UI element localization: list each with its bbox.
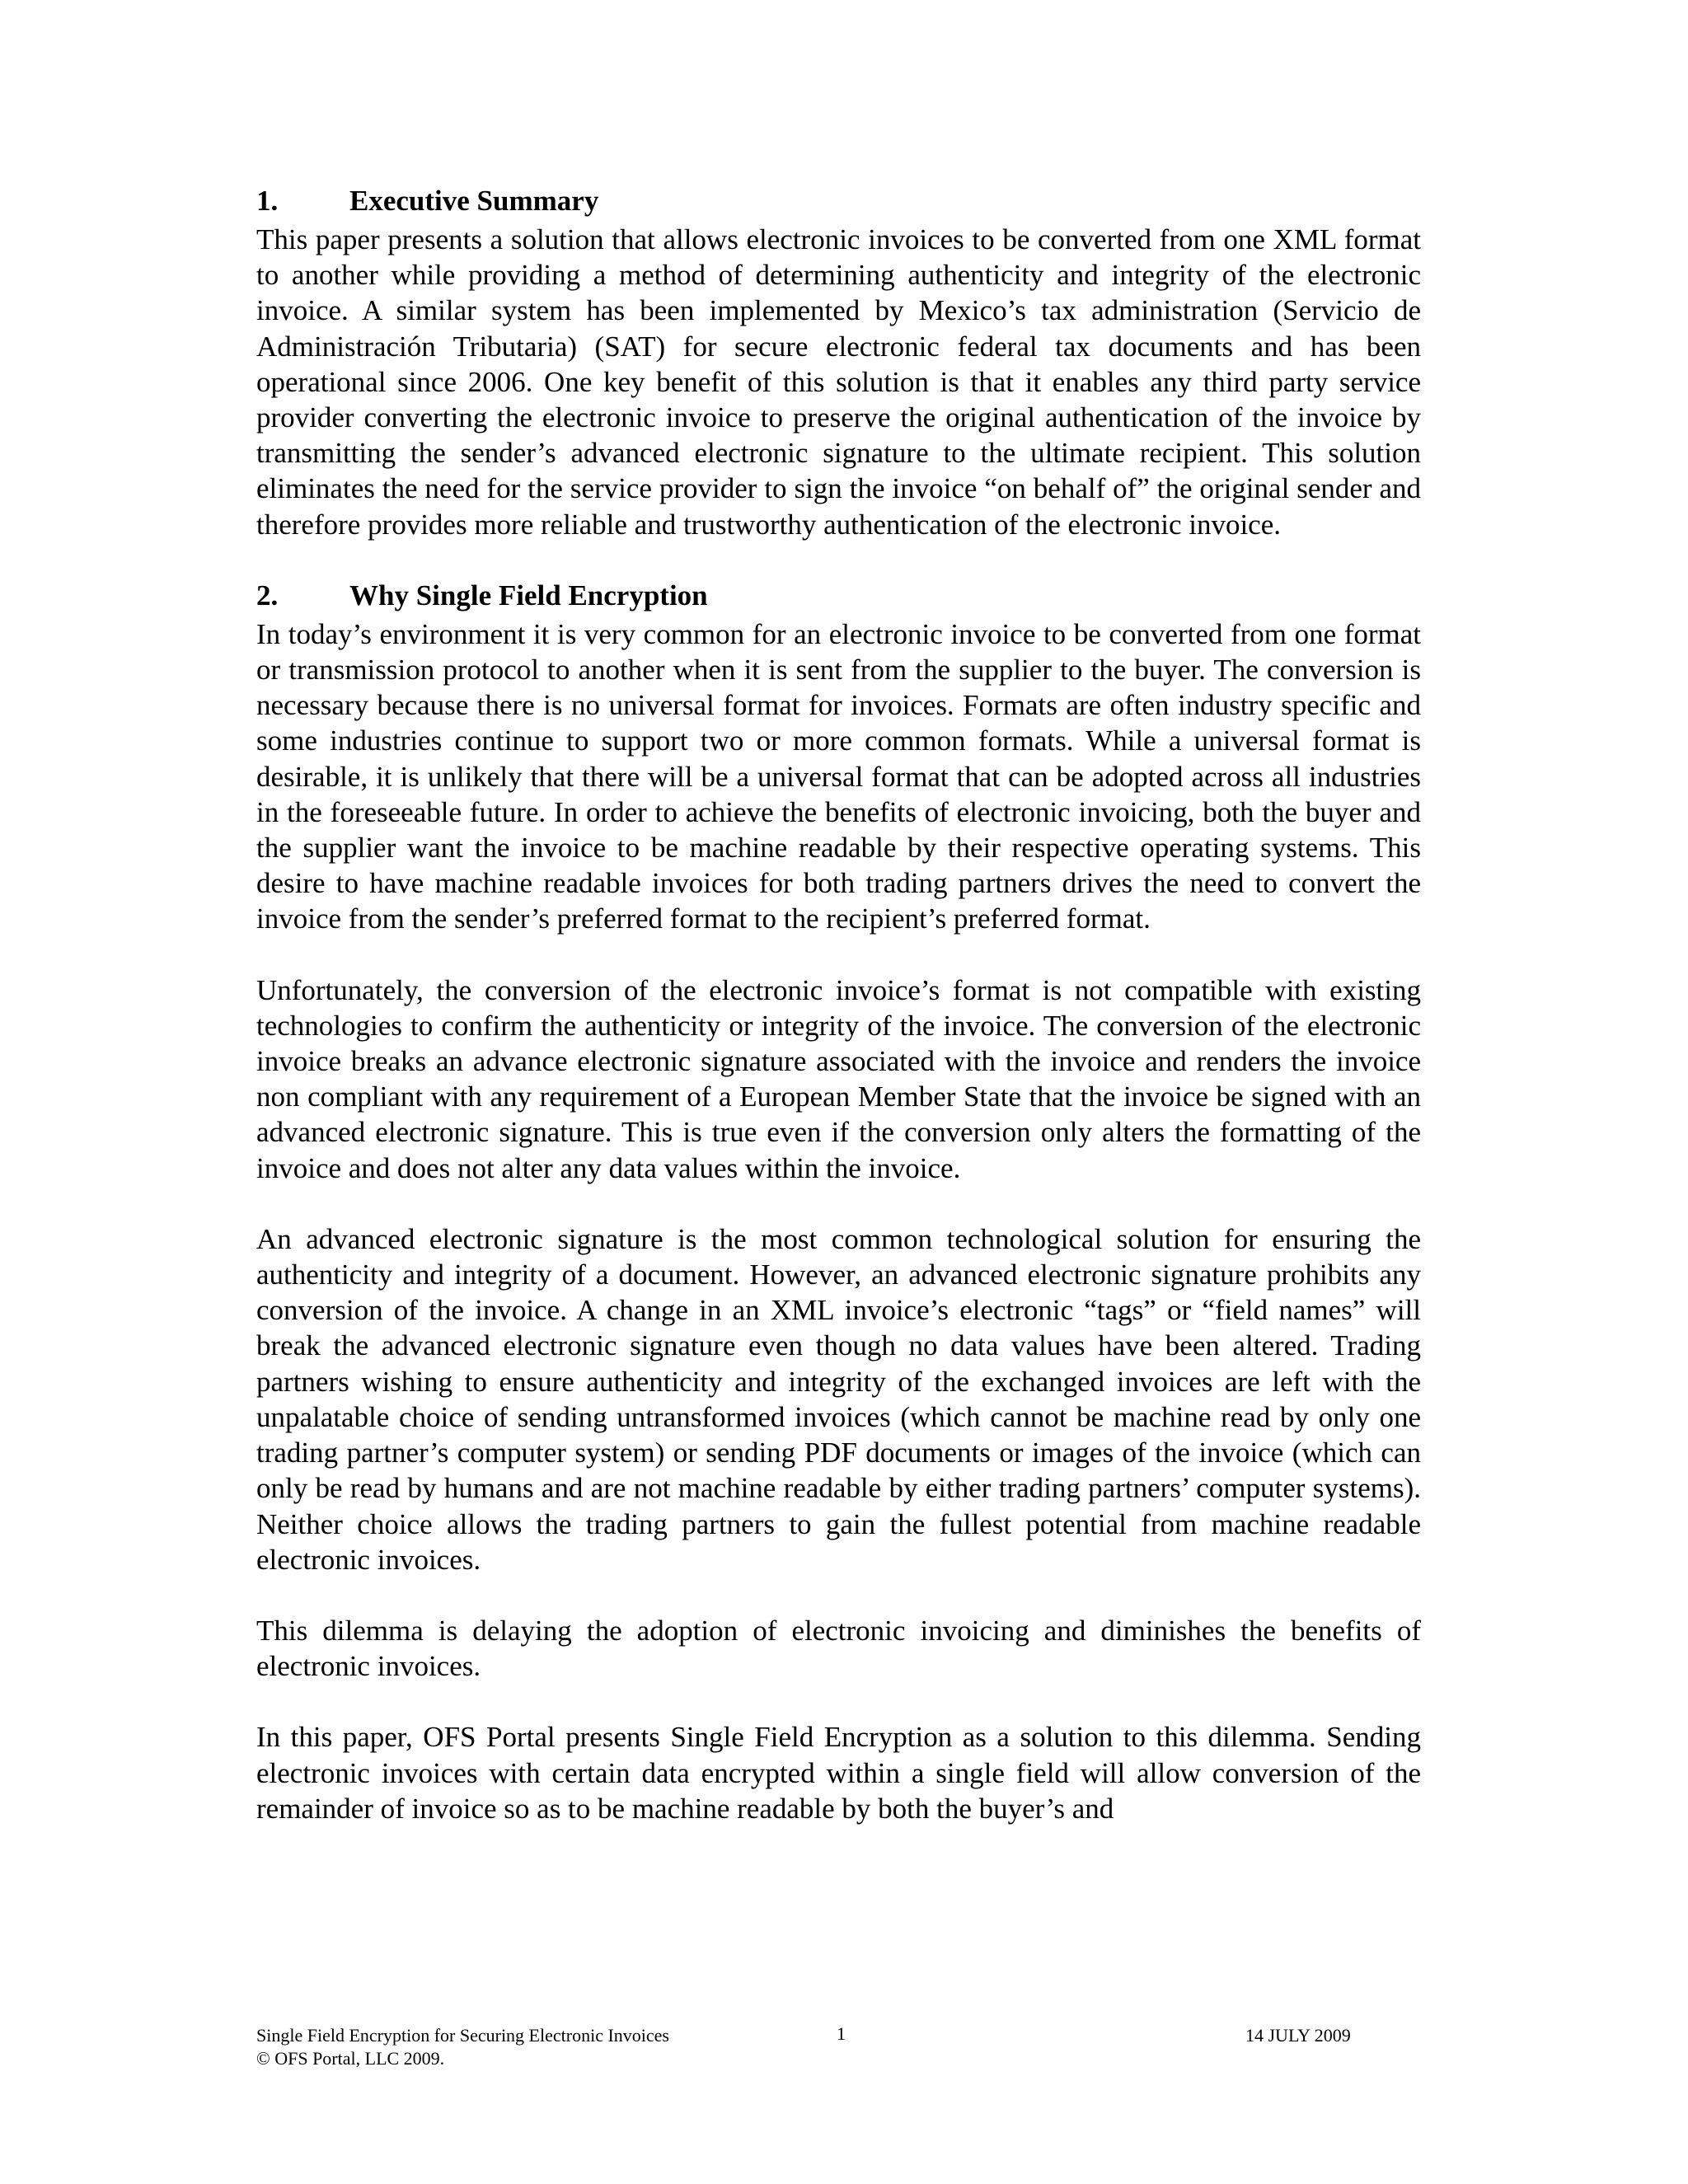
section-why-single-field-encryption (256, 578, 1421, 1826)
section-heading (256, 183, 1421, 219)
section-number: 1. (256, 185, 279, 217)
document-body (256, 183, 1421, 1826)
section-heading (256, 578, 1421, 614)
paragraph: In this paper, OFS Portal presents Single Field Encryption as a solution to this dilemma. Sending electronic invoices with certain data encrypted within a single field will allow conversion of the remainder of invoice so as to be machine readable by both the buyer’s and (256, 1721, 1421, 1825)
paragraph: In today’s environment it is very common for an electronic invoice to be converted from one format or transmission protocol to another when it is sent from the supplier to the buyer. The conversion is necessary because there is no universal format for invoices. Formats are often industry specific and some industries continue to support two or more common formats. While a universal format is desirable, it is unlikely that there will be a universal format that can be adopted across all industries in the foreseeable future. In order to achieve the benefits of electronic invoicing, both the buyer and the supplier want the invoice to be machine readable by their respective operating systems. This desire to have machine readable invoices for both trading partners drives the need to convert the invoice from the sender’s preferred format to the recipient’s preferred format. (256, 617, 1421, 935)
footer-copyright: © OFS Portal, LLC 2009. (256, 2048, 445, 2069)
section-executive-summary (256, 183, 1421, 542)
paragraph: This paper presents a solution that allows electronic invoices to be converted from one XML format to another while providing a method of determining authenticity and integrity of the electronic invoice. A similar system has been implemented by Mexico’s tax administration (Servicio de Administración Tributaria) (SAT) for secure electronic federal tax documents and has been operational since 2006. One key benefit of this solution is that it enables any third party service provider converting the electronic invoice to preserve the original authentication of the invoice by transmitting the sender’s advanced electronic signature to the ultimate recipient. This solution eliminates the need for the service provider to sign the invoice “on behalf of” the original sender and therefore provides more reliable and trustworthy authentication of the electronic invoice. (256, 223, 1421, 541)
paragraph: This dilemma is delaying the adoption of electronic invoicing and diminishes the benefits of electronic invoices. (256, 1614, 1421, 1683)
footer-date: 14 JULY 2009 (1245, 2025, 1351, 2046)
footer-page-number: 1 (837, 2023, 846, 2044)
section-title: Executive Summary (349, 185, 599, 217)
section-title: Why Single Field Encryption (349, 579, 708, 612)
paragraph: An advanced electronic signature is the most common technological solution for ensuring the authenticity and integrity of a document. However, an advanced electronic signature prohibits any conversion of the invoice. A change in an XML invoice’s electronic “tags” or “field names” will break the advanced electronic signature even though no data values have been altered. Trading partners wishing to ensure authenticity and integrity of the exchanged invoices are left with the unpalatable choice of sending untransformed invoices (which cannot be machine read by only one trading partner’s computer system) or sending PDF documents or images of the invoice (which can only be read by humans and are not machine readable by either trading partners’ computer systems). Neither choice allows the trading partners to gain the fullest potential from machine readable electronic invoices. (256, 1222, 1421, 1576)
section-number: 2. (256, 579, 279, 612)
paragraph: Unfortunately, the conversion of the electronic invoice’s format is not compatible with existing technologies to confirm the authenticity or integrity of the invoice. The conversion of the electronic invoice breaks an advance electronic signature associated with the invoice and renders the invoice non compliant with any requirement of a European Member State that the invoice be signed with an advanced electronic signature. This is true even if the conversion only alters the formatting of the invoice and does not alter any data values within the invoice. (256, 973, 1421, 1184)
footer-document-title: Single Field Encryption for Securing Electronic Invoices (256, 2025, 669, 2046)
